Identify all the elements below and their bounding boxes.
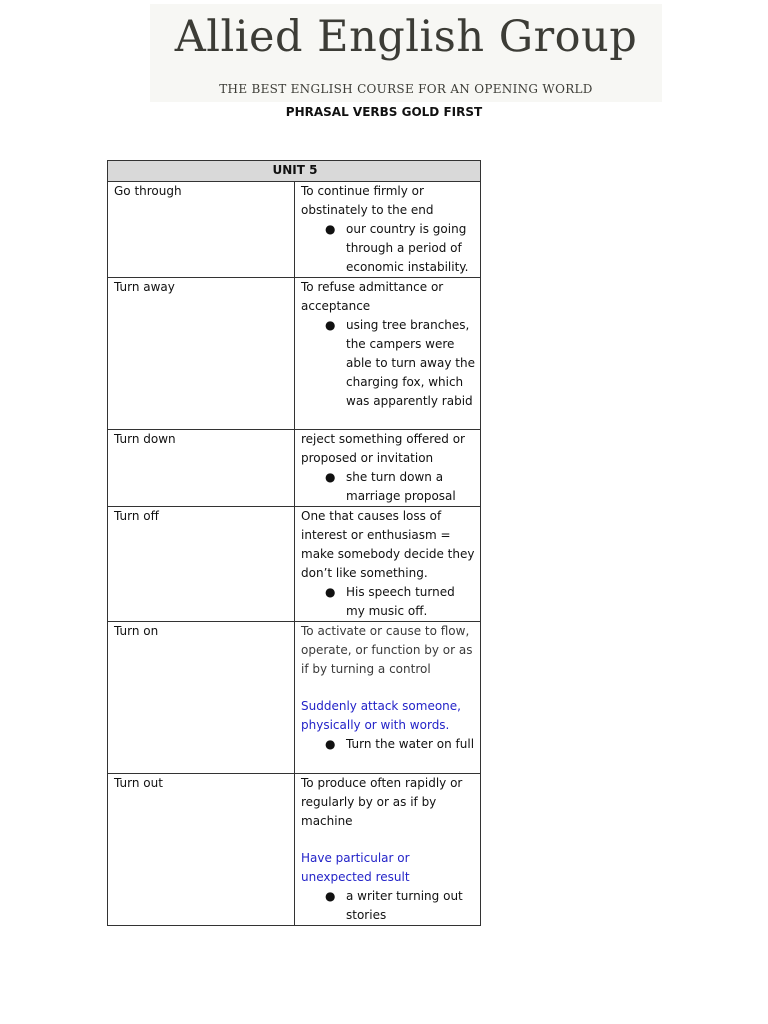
- example-text: Turn the water on full: [346, 737, 475, 751]
- table-row: [108, 622, 481, 774]
- allied-english-group-logo: [150, 4, 662, 102]
- bullet-icon: ●: [325, 585, 336, 599]
- phrasal-verb: Turn off: [108, 507, 295, 622]
- table-row: [108, 430, 481, 507]
- definition-cell: [295, 430, 481, 507]
- table-row: [108, 774, 481, 926]
- definition: To continue firmly or obstinately to the end: [301, 184, 434, 217]
- table-row: [108, 507, 481, 622]
- example-list: [301, 583, 476, 621]
- example-item: [301, 468, 476, 506]
- logo-title: Allied English Group: [174, 12, 638, 62]
- definition: To refuse admittance or acceptance: [301, 280, 444, 313]
- phrasal-verb: Turn down: [108, 430, 295, 507]
- definition-cell: [295, 622, 481, 774]
- example-list: [301, 468, 476, 506]
- example-text: our country is going through a period of economic instability.: [346, 222, 469, 274]
- example-list: [301, 735, 476, 754]
- definition-cell: [295, 774, 481, 926]
- page-title: PHRASAL VERBS GOLD FIRST: [285, 105, 483, 119]
- unit-header: UNIT 5: [108, 161, 481, 182]
- table-header-row: [108, 161, 481, 182]
- phrasal-verb: Turn out: [108, 774, 295, 926]
- table-row: [108, 182, 481, 278]
- example-text: a writer turning out stories: [346, 889, 463, 922]
- example-list: [301, 887, 476, 925]
- phrasal-verb: Turn away: [108, 278, 295, 430]
- phrasal-verbs-table: [107, 160, 481, 926]
- second-meaning: Have particular or unexpected result: [301, 851, 410, 884]
- definition: To produce often rapidly or regularly by or as if by machine: [301, 776, 463, 828]
- bullet-icon: ●: [325, 737, 336, 751]
- example-item: [301, 887, 476, 925]
- table-row: [108, 278, 481, 430]
- phrasal-verb: Turn on: [108, 622, 295, 774]
- example-item: [301, 220, 476, 277]
- bullet-icon: ●: [325, 222, 336, 236]
- phrasal-verb: Go through: [108, 182, 295, 278]
- example-list: [301, 220, 476, 277]
- bullet-icon: ●: [325, 318, 336, 332]
- definition: To activate or cause to flow, operate, or function by or as if by turning a control: [301, 624, 473, 676]
- example-item: [301, 735, 476, 754]
- spacer: [301, 831, 476, 849]
- example-text: she turn down a marriage proposal: [346, 470, 456, 503]
- bullet-icon: ●: [325, 889, 336, 903]
- definition: One that causes loss of interest or enthusiasm = make somebody decide they don’t like something.: [301, 509, 475, 580]
- definition: reject something offered or proposed or invitation: [301, 432, 465, 465]
- example-item: [301, 316, 476, 411]
- example-text: using tree branches, the campers were able to turn away the charging fox, which was apparently rabid: [346, 318, 475, 408]
- example-list: [301, 316, 476, 411]
- definition-cell: [295, 278, 481, 430]
- definition-cell: [295, 182, 481, 278]
- bullet-icon: ●: [325, 470, 336, 484]
- example-text: His speech turned my music off.: [346, 585, 455, 618]
- spacer: [301, 679, 476, 697]
- second-meaning: Suddenly attack someone, physically or with words.: [301, 699, 461, 732]
- definition-cell: [295, 507, 481, 622]
- example-item: [301, 583, 476, 621]
- logo-tagline: THE BEST ENGLISH COURSE FOR AN OPENING WORLD: [219, 82, 593, 96]
